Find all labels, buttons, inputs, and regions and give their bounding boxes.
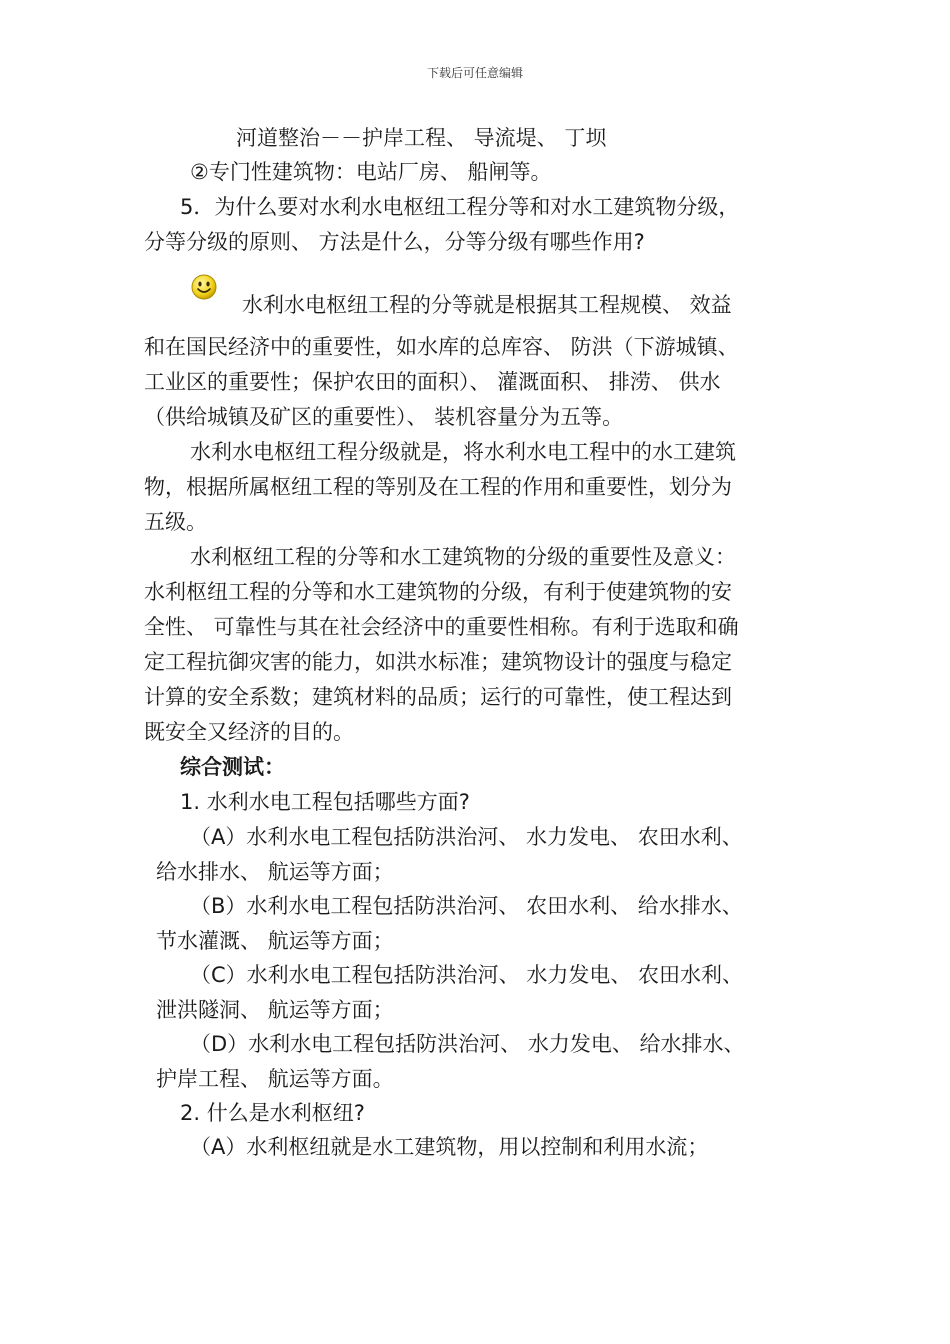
- option-d: （D）水利水电工程包括防洪治河、 水力发电、 给水排水、: [190, 1032, 745, 1056]
- option-b: （B）水利水电工程包括防洪治河、 农田水利、 给水排水、: [190, 894, 743, 918]
- text-line: 水利水电枢纽工程分级就是，将水利水电工程中的水工建筑: [190, 440, 736, 464]
- text-line: 定工程抗御灾害的能力，如洪水标准；建筑物设计的强度与稳定: [144, 650, 732, 674]
- text-line: （供给城镇及矿区的重要性）、 装机容量分为五等。: [144, 405, 624, 429]
- text-line: 水利水电枢纽工程的分等就是根据其工程规模、 效益: [242, 293, 732, 317]
- question-heading: 分等分级的原则、 方法是什么，分等分级有哪些作用?: [144, 230, 645, 254]
- smiley-icon: [190, 273, 218, 301]
- text-line: 水利枢纽工程的分等和水工建筑物的分级，有利于使建筑物的安: [144, 580, 732, 604]
- section-heading: 综合测试：: [180, 755, 285, 779]
- text-line: 既安全又经济的目的。: [144, 720, 354, 744]
- text-line: 水利枢纽工程的分等和水工建筑物的分级的重要性及意义：: [190, 545, 736, 569]
- option-a: （A）水利水电工程包括防洪治河、 水力发电、 农田水利、: [190, 825, 743, 849]
- text-line: 工业区的重要性；保护农田的面积）、 灌溉面积、 排涝、 供水: [144, 370, 721, 394]
- option-d-cont: 护岸工程、 航运等方面。: [156, 1067, 394, 1091]
- question-heading: 5．为什么要对水利水电枢纽工程分等和对水工建筑物分级，: [180, 195, 740, 219]
- text-line: 全性、 可靠性与其在社会经济中的重要性相称。有利于选取和确: [144, 615, 739, 639]
- question-1: 1. 水利水电工程包括哪些方面?: [180, 790, 470, 814]
- text-line: 物，根据所属枢纽工程的等别及在工程的作用和重要性，划分为: [144, 475, 732, 499]
- option-b-cont: 节水灌溉、 航运等方面；: [156, 929, 394, 953]
- text-line: 五级。: [144, 510, 207, 534]
- text-line: 和在国民经济中的重要性，如水库的总库容、 防洪（下游城镇、: [144, 335, 739, 359]
- page-header: 下载后可任意编辑: [426, 66, 523, 80]
- option-c: （C）水利水电工程包括防洪治河、 水力发电、 农田水利、: [190, 963, 744, 987]
- question-2: 2. 什么是水利枢纽?: [180, 1101, 365, 1125]
- option-a: （A）水利枢纽就是水工建筑物，用以控制和利用水流；: [190, 1135, 709, 1159]
- text-line: ②专门性建筑物：电站厂房、 船闸等。: [190, 160, 552, 184]
- text-line: 计算的安全系数；建筑材料的品质；运行的可靠性，使工程达到: [144, 685, 732, 709]
- text-line: 河道整治－－护岸工程、 导流堤、 丁坝: [236, 126, 607, 150]
- option-c-cont: 泄洪隧洞、 航运等方面；: [156, 998, 394, 1022]
- option-a-cont: 给水排水、 航运等方面；: [156, 860, 394, 884]
